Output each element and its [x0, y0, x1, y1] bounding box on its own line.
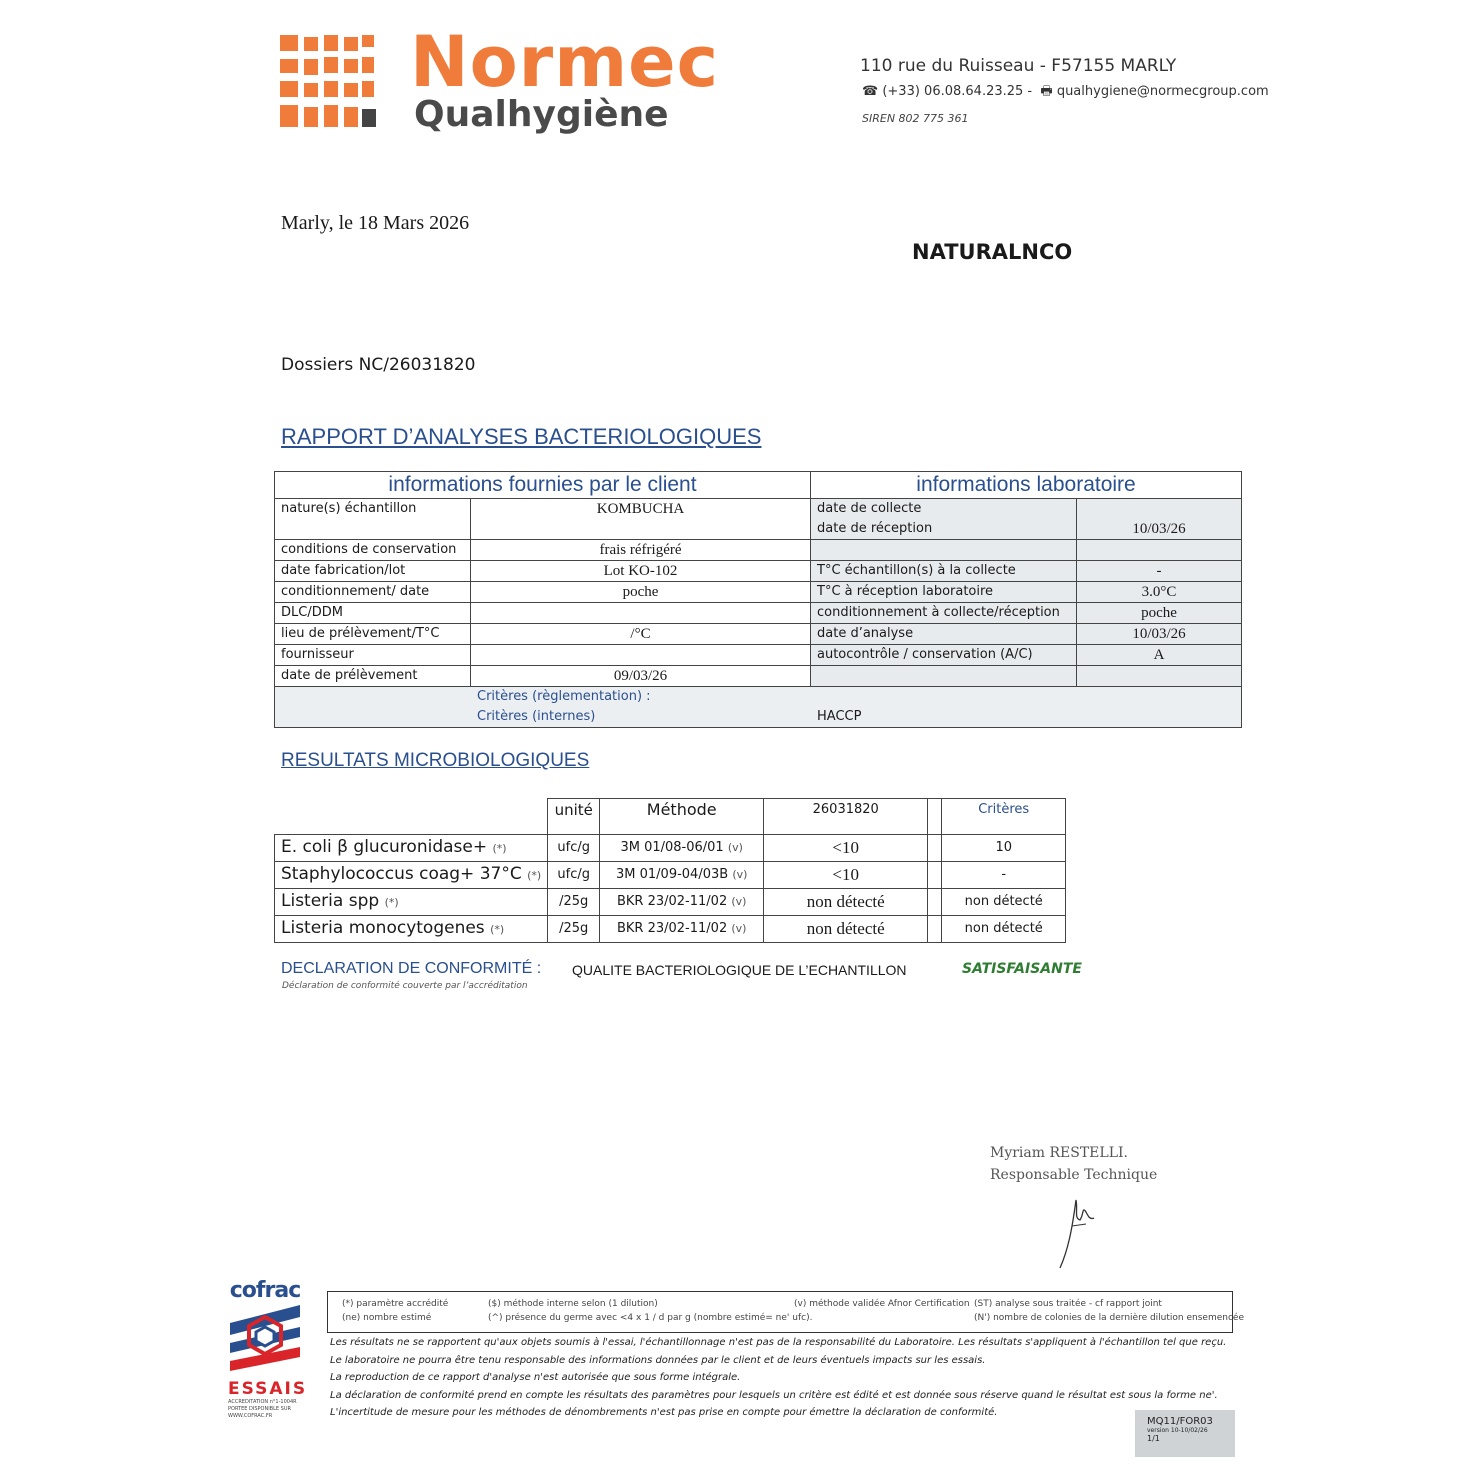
- legend-item: (*) paramètre accrédité: [342, 1299, 449, 1309]
- germ-cell: [275, 916, 548, 943]
- legend-item: (v) méthode validée Afnor Certification: [794, 1299, 970, 1309]
- email-icon: 🖶: [1036, 84, 1053, 99]
- normec-logo-icon: [280, 35, 376, 129]
- client-name: NATURALNCO: [912, 240, 1073, 264]
- disclaimer-line: L'incertitude de mesure pour les méthodes de dénombrements n'est pas prise en compte pour émettre la déclaration de conformité.: [330, 1407, 998, 1418]
- declaration-verdict: SATISFAISANTE: [962, 961, 1082, 977]
- signatory-name: Myriam RESTELLI.: [990, 1145, 1128, 1161]
- lab-value: [1077, 540, 1242, 561]
- legend-item: ($) méthode interne selon (1 dilution): [488, 1299, 658, 1309]
- legend-item: (ne) nombre estimé: [342, 1313, 432, 1323]
- client-value: /°C: [471, 624, 811, 645]
- method-cell: [600, 889, 764, 916]
- client-label: DLC/DDM: [275, 603, 471, 624]
- info-row: [275, 499, 1242, 540]
- accredited-mark: (*): [527, 869, 542, 882]
- criteria-cell: non détecté: [942, 916, 1066, 943]
- cofrac-accreditation: [228, 1399, 302, 1420]
- germ-name: Staphylococcus coag+ 37°C: [281, 864, 522, 884]
- accredited-mark: (*): [492, 842, 507, 855]
- legend-item: (N') nombre de colonies de la dernière dilution ensemencée: [974, 1313, 1244, 1323]
- doc-version: version 10-10/02/26: [1147, 1427, 1208, 1434]
- lab-label: conditionnement à collecte/réception: [811, 603, 1077, 624]
- unit-cell: /25g: [548, 916, 600, 943]
- table-row: [275, 916, 1066, 943]
- info-row: [275, 540, 1242, 561]
- result-cell: <10: [764, 862, 928, 889]
- lab-value: 3.0°C: [1077, 582, 1242, 603]
- client-value: frais réfrigéré: [471, 540, 811, 561]
- signatory-role: Responsable Technique: [990, 1167, 1158, 1183]
- lab-value-pair: [1077, 499, 1242, 540]
- lab-value: poche: [1077, 603, 1242, 624]
- client-label: conditionnement/ date: [275, 582, 471, 603]
- cofrac-line: WWW.COFRAC.FR: [228, 1413, 273, 1419]
- unit-cell: ufc/g: [548, 862, 600, 889]
- client-value: poche: [471, 582, 811, 603]
- results-title: RESULTATS MICROBIOLOGIQUES: [281, 750, 590, 771]
- lab-label: [811, 540, 1077, 561]
- cofrac-title: cofrac: [229, 1278, 301, 1303]
- results-header-row: [275, 799, 1066, 835]
- method-cell: [600, 835, 764, 862]
- declaration-subtitle: Déclaration de conformité couverte par l’accréditation: [282, 981, 528, 991]
- legend-item: (^) présence du germe avec <4 x 1 / d par g (nombre estimé= ne' ufc).: [488, 1313, 813, 1323]
- client-label: date de prélèvement: [275, 666, 471, 687]
- criteria-internal-value: HACCP: [817, 709, 862, 724]
- germ-cell: [275, 835, 548, 862]
- unit-header: unité: [548, 799, 600, 835]
- lab-label-pair: [811, 499, 1077, 540]
- info-row: [275, 603, 1242, 624]
- disclaimer-line: La déclaration de conformité prend en compte les résultats des paramètres pour lesquels un critère est édité et est donnée sous réserve quand le résultat est sous la forme ne'.: [330, 1389, 1218, 1401]
- client-value: Lot KO-102: [471, 561, 811, 582]
- info-row: [275, 666, 1242, 687]
- unit-cell: ufc/g: [548, 835, 600, 862]
- brand-subname: Qualhygiène: [414, 94, 669, 135]
- lab-value: -: [1077, 561, 1242, 582]
- germ-name: Listeria monocytogenes: [281, 918, 485, 938]
- disclaimer-line: Le laboratoire ne pourra être tenu responsable des informations données par le client et de leurs éventuels impacts sur les essais.: [330, 1354, 986, 1366]
- result-cell: non détecté: [764, 889, 928, 916]
- criteria-cell: -: [942, 862, 1066, 889]
- lab-label: autocontrôle / conservation (A/C): [811, 645, 1077, 666]
- info-row: [275, 582, 1242, 603]
- client-value: KOMBUCHA: [471, 499, 811, 540]
- declaration-title: DECLARATION DE CONFORMITÉ :: [281, 960, 542, 977]
- cofrac-line: ACCREDITATION n°1-1004R: [228, 1399, 297, 1405]
- germ-name: Listeria spp: [281, 891, 380, 911]
- info-header-row: [275, 472, 1242, 499]
- cofrac-badge: [228, 1278, 308, 1420]
- lab-siren: SIREN 802 775 361: [862, 112, 969, 125]
- report-title: RAPPORT D’ANALYSES BACTERIOLOGIQUES: [281, 424, 762, 449]
- lab-contact: [862, 82, 1269, 104]
- signature-mark-icon: [1050, 1190, 1110, 1275]
- lab-label: T°C à réception laboratoire: [811, 582, 1077, 603]
- client-info-header: informations fournies par le client: [275, 472, 811, 499]
- table-row: [275, 889, 1066, 916]
- client-label: fournisseur: [275, 645, 471, 666]
- table-row: [275, 862, 1066, 889]
- disclaimer-line: Les résultats ne se rapportent qu'aux objets soumis à l'essai, l'échantillonnage n'est pas de la responsabilité du Laboratoire. Les résultats s'appliquent à l'échantillon tel que reçu.: [330, 1337, 1227, 1348]
- client-label: nature(s) échantillon: [275, 499, 471, 540]
- lab-value: 10/03/26: [1077, 624, 1242, 645]
- brand-name: Normec: [410, 21, 720, 103]
- lab-label: [811, 666, 1077, 687]
- criteria-internal: Critères (internes): [477, 709, 596, 724]
- method-name: 3M 01/09-04/03B: [616, 867, 729, 882]
- germ-name: E. coli β glucuronidase+: [281, 837, 488, 857]
- sample-header: 26031820: [764, 799, 928, 835]
- criteria-cell: 10: [942, 835, 1066, 862]
- dossier-number: Dossiers NC/26031820: [281, 355, 476, 375]
- document-reference: [1135, 1410, 1235, 1457]
- declaration-quality: QUALITE BACTERIOLOGIQUE DE L’ECHANTILLON: [572, 962, 907, 978]
- client-value: 09/03/26: [471, 666, 811, 687]
- method-name: 3M 01/08-06/01: [620, 840, 724, 855]
- germ-cell: [275, 862, 548, 889]
- accredited-mark: (*): [384, 896, 399, 909]
- lab-label: date d’analyse: [811, 624, 1077, 645]
- lab-value: [1077, 666, 1242, 687]
- lab-value: [1083, 499, 1235, 519]
- method-name: BKR 23/02-11/02: [616, 921, 728, 936]
- doc-code: MQ11/FOR03: [1147, 1416, 1213, 1427]
- legend-box: [327, 1291, 1244, 1333]
- legend-item: (ST) analyse sous traitée - cf rapport joint: [974, 1299, 1162, 1309]
- lab-value: A: [1077, 645, 1242, 666]
- criteria-row: [275, 687, 1242, 728]
- method-mark: (v): [727, 841, 743, 854]
- result-cell: <10: [764, 835, 928, 862]
- disclaimer-notes: [330, 1334, 1226, 1422]
- cofrac-essais: ESSAIS: [228, 1379, 308, 1399]
- criteria-regulation: Critères (règlementation) :: [477, 689, 651, 704]
- accredited-mark: (*): [490, 923, 505, 936]
- lab-info-header: informations laboratoire: [811, 472, 1242, 499]
- client-label: date fabrication/lot: [275, 561, 471, 582]
- table-row: [275, 835, 1066, 862]
- disclaimer-line: La reproduction de ce rapport d'analyse n'est autorisée que sous forme intégrale.: [330, 1372, 741, 1383]
- client-label: conditions de conservation: [275, 540, 471, 561]
- lab-value: 10/03/26: [1132, 521, 1186, 537]
- result-cell: non détecté: [764, 916, 928, 943]
- client-value: [471, 603, 811, 624]
- method-mark: (v): [731, 895, 747, 908]
- lab-phone: (+33) 06.08.64.23.25 -: [882, 84, 1033, 99]
- lab-label: T°C échantillon(s) à la collecte: [811, 561, 1077, 582]
- client-label: lieu de prélèvement/T°C: [275, 624, 471, 645]
- info-row: [275, 561, 1242, 582]
- lab-address: 110 rue du Ruisseau - F57155 MARLY: [860, 56, 1177, 76]
- method-name: BKR 23/02-11/02: [616, 894, 728, 909]
- doc-page: 1/1: [1147, 1434, 1160, 1443]
- method-mark: (v): [732, 868, 748, 881]
- info-row: [275, 645, 1242, 666]
- info-row: [275, 624, 1242, 645]
- method-mark: (v): [731, 922, 747, 935]
- cofrac-logo-icon: [228, 1303, 302, 1375]
- phone-icon: ☎: [862, 84, 879, 99]
- results-table: [274, 798, 1066, 943]
- method-cell: [600, 916, 764, 943]
- unit-cell: /25g: [548, 889, 600, 916]
- lab-label: date de réception: [817, 521, 933, 536]
- cofrac-line: PORTEE DISPONIBLE SUR: [228, 1406, 291, 1412]
- lab-email[interactable]: qualhygiene@normecgroup.com: [1056, 84, 1269, 99]
- germ-cell: [275, 889, 548, 916]
- criteria-header: Critères: [942, 799, 1066, 835]
- method-cell: [600, 862, 764, 889]
- client-value: [471, 645, 811, 666]
- criteria-cell: non détecté: [942, 889, 1066, 916]
- info-table: [274, 471, 1242, 728]
- criteria-cell: [275, 687, 1242, 728]
- letter-date: Marly, le 18 Mars 2026: [281, 212, 470, 234]
- lab-label: date de collecte: [817, 501, 922, 516]
- method-header: Méthode: [600, 799, 764, 835]
